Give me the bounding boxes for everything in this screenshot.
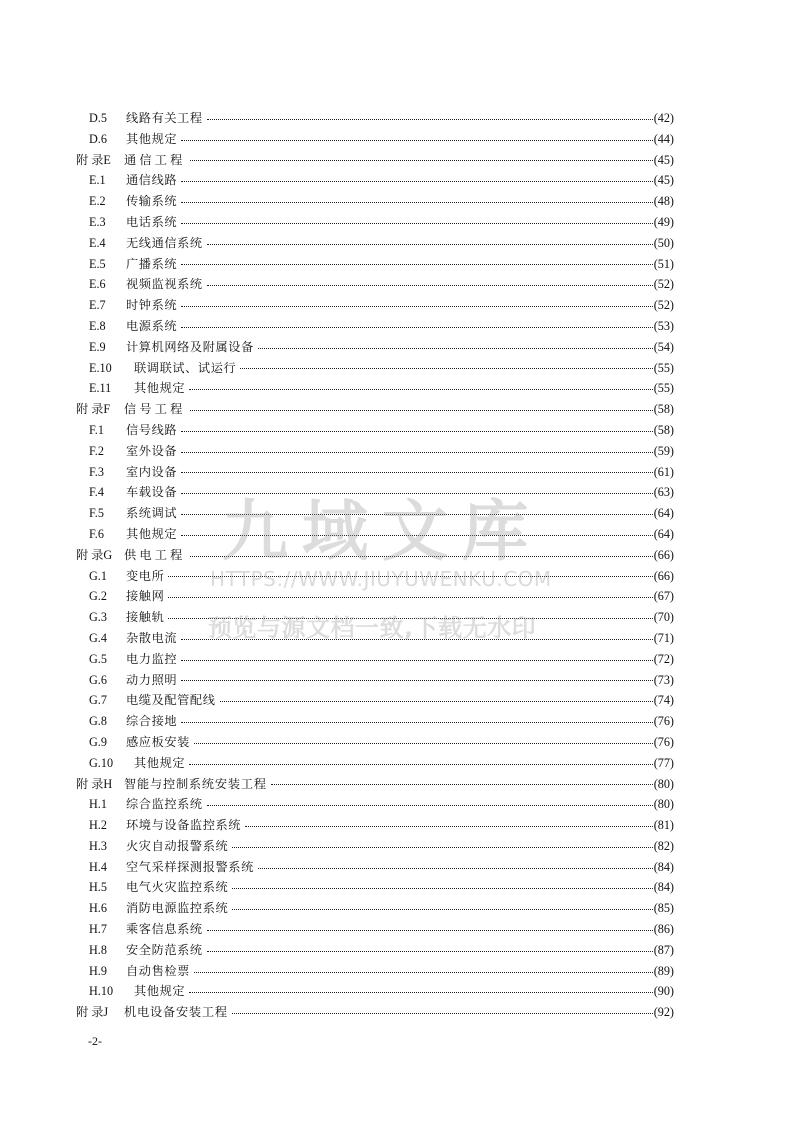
table-of-contents [76,108,674,1023]
toc-entry-number: E.4 [89,235,106,250]
toc-entry-page: (76) [653,734,674,749]
toc-section-entry[interactable] [76,649,674,670]
toc-entry-page: (48) [653,194,674,209]
toc-section-entry[interactable] [76,794,674,815]
toc-entry-title: 信号线路 [126,422,178,437]
toc-section-entry[interactable] [76,316,674,337]
toc-section-entry[interactable] [76,254,674,275]
dot-leader [181,264,653,265]
toc-entry-number: H.4 [89,859,107,874]
toc-section-entry[interactable] [76,857,674,878]
toc-entry-number: H.8 [89,942,107,957]
dot-leader [181,493,653,494]
toc-section-entry[interactable] [76,753,674,774]
toc-entry-number: E.1 [89,173,106,188]
toc-entry-page: (72) [653,651,674,666]
toc-section-entry[interactable] [76,378,674,399]
toc-entry-number: E.7 [89,298,106,313]
dot-leader [207,930,653,931]
toc-entry-page: (51) [653,256,674,271]
toc-entry-number: G.3 [89,610,107,625]
toc-section-entry[interactable] [76,732,674,753]
dot-leader [181,140,653,141]
toc-section-entry[interactable] [76,628,674,649]
toc-entry-number: E.5 [89,256,106,271]
dot-leader [181,639,653,640]
toc-entry-number: E.11 [89,381,112,396]
toc-entry-number: H.6 [89,901,107,916]
toc-entry-title: 杂散电流 [126,630,178,645]
dot-leader [190,160,653,161]
toc-entry-number: F.5 [89,506,104,521]
toc-section-entry[interactable] [76,129,674,150]
toc-entry-page: (67) [653,589,674,604]
toc-entry-title: 智能与控制系统安装工程 [124,776,267,791]
toc-entry-title: 电话系统 [126,214,178,229]
toc-entry-title: 电缆及配管配线 [126,693,216,708]
toc-entry-page: (59) [653,443,674,458]
dot-leader [194,743,653,744]
dot-leader [232,909,652,910]
toc-entry-number: G.5 [89,651,107,666]
toc-entry-title: 空气采样探测报警系统 [126,859,254,874]
dot-leader [181,431,653,432]
toc-appendix-entry[interactable] [76,774,674,795]
toc-entry-title: 电力监控 [126,651,178,666]
dot-leader [168,597,652,598]
dot-leader [232,1013,653,1014]
toc-entry-title: 视频监视系统 [126,277,203,292]
toc-entry-page: (77) [653,755,674,770]
dot-leader [168,618,652,619]
toc-entry-page: (52) [653,298,674,313]
toc-section-entry[interactable] [76,919,674,940]
toc-entry-number: F.6 [89,526,104,541]
toc-entry-title: 其他规定 [134,755,186,770]
dot-leader [232,888,652,889]
toc-entry-number: E.9 [89,339,106,354]
toc-entry-title: 信号工程 [124,402,186,417]
dot-leader [207,244,653,245]
toc-entry-number: D.6 [89,131,107,146]
toc-section-entry[interactable] [76,212,674,233]
toc-entry-number: F.3 [89,464,104,479]
dot-leader [181,181,653,182]
toc-entry-number: 附 录G [76,547,113,562]
toc-entry-page: (45) [653,152,674,167]
dot-leader [240,368,652,369]
dot-leader [207,285,653,286]
toc-entry-page: (84) [653,859,674,874]
toc-section-entry[interactable] [76,981,674,1002]
toc-entry-number: H.9 [89,963,107,978]
toc-appendix-entry[interactable] [76,1002,674,1023]
toc-entry-number: G.7 [89,693,107,708]
toc-section-entry[interactable] [76,108,674,129]
toc-entry-number: 附 录F [76,402,111,417]
toc-entry-page: (76) [653,714,674,729]
toc-entry-page: (81) [653,818,674,833]
toc-entry-page: (84) [653,880,674,895]
toc-entry-title: 时钟系统 [126,298,178,313]
toc-entry-number: 附 录E [76,152,111,167]
toc-section-entry[interactable] [76,566,674,587]
toc-entry-title: 其他规定 [126,526,178,541]
toc-section-entry[interactable] [76,586,674,607]
toc-entry-title: 接触轨 [126,610,165,625]
dot-leader [181,327,653,328]
toc-entry-number: F.2 [89,443,104,458]
toc-entry-page: (64) [653,526,674,541]
toc-section-entry[interactable] [76,877,674,898]
dot-leader [189,992,653,993]
toc-section-entry[interactable] [76,670,674,691]
toc-entry-page: (80) [653,797,674,812]
dot-leader [207,805,653,806]
dot-leader [190,556,653,557]
toc-section-entry[interactable] [76,711,674,732]
toc-entry-title: 感应板安装 [126,734,190,749]
toc-section-entry[interactable] [76,815,674,836]
dot-leader [181,660,653,661]
toc-section-entry[interactable] [76,191,674,212]
toc-entry-title: 综合监控系统 [126,797,203,812]
toc-section-entry[interactable] [76,358,674,379]
toc-entry-number: F.1 [89,422,104,437]
dot-leader [181,722,653,723]
dot-leader [168,576,652,577]
toc-section-entry[interactable] [76,337,674,358]
toc-entry-page: (71) [653,630,674,645]
toc-section-entry[interactable] [76,836,674,857]
dot-leader [207,119,653,120]
toc-section-entry[interactable] [76,441,674,462]
toc-entry-number: G.2 [89,589,107,604]
toc-entry-page: (53) [653,318,674,333]
toc-entry-page: (89) [653,963,674,978]
toc-entry-page: (45) [653,173,674,188]
toc-section-entry[interactable] [76,274,674,295]
toc-entry-number: E.10 [89,360,112,375]
toc-entry-title: 电源系统 [126,318,178,333]
toc-entry-page: (55) [653,360,674,375]
toc-entry-page: (66) [653,568,674,583]
toc-entry-page: (49) [653,214,674,229]
toc-section-entry[interactable] [76,898,674,919]
toc-entry-title: 联调联试、试运行 [134,360,237,375]
toc-section-entry[interactable] [76,482,674,503]
toc-entry-title: 系统调试 [126,506,178,521]
dot-leader [258,348,653,349]
toc-entry-number: G.1 [89,568,107,583]
toc-entry-title: 通信工程 [124,152,186,167]
toc-entry-page: (92) [653,1005,674,1020]
toc-entry-page: (80) [653,776,674,791]
dot-leader [181,306,653,307]
dot-leader [181,680,653,681]
toc-entry-number: 附 录J [76,1005,109,1020]
toc-entry-page: (44) [653,131,674,146]
toc-entry-page: (70) [653,610,674,625]
toc-entry-title: 传输系统 [126,194,178,209]
toc-section-entry[interactable] [76,462,674,483]
toc-entry-number: H.7 [89,922,107,937]
toc-entry-page: (55) [653,381,674,396]
toc-entry-title: 接触网 [126,589,165,604]
dot-leader [181,202,653,203]
dot-leader [189,764,653,765]
toc-entry-title: 消防电源监控系统 [126,901,229,916]
toc-entry-page: (58) [653,402,674,417]
toc-entry-number: H.5 [89,880,107,895]
dot-leader [232,847,652,848]
toc-entry-title: 室内设备 [126,464,178,479]
toc-appendix-entry[interactable] [76,545,674,566]
toc-entry-title: 自动售检票 [126,963,190,978]
dot-leader [194,972,653,973]
toc-entry-number: H.2 [89,818,107,833]
toc-section-entry[interactable] [76,420,674,441]
toc-entry-number: H.1 [89,797,107,812]
toc-appendix-entry[interactable] [76,399,674,420]
dot-leader [245,826,653,827]
toc-entry-page: (52) [653,277,674,292]
toc-section-entry[interactable] [76,940,674,961]
toc-entry-number: G.6 [89,672,107,687]
watermark-brand: 九域文库 [222,493,542,570]
toc-entry-title: 车载设备 [126,485,178,500]
dot-leader [181,514,653,515]
toc-entry-title: 其他规定 [134,984,186,999]
toc-entry-number: G.8 [89,714,107,729]
toc-section-entry[interactable] [76,607,674,628]
toc-section-entry[interactable] [76,503,674,524]
dot-leader [181,223,653,224]
toc-entry-title: 机电设备安装工程 [124,1005,228,1020]
toc-entry-title: 安全防范系统 [126,942,203,957]
toc-entry-page: (58) [653,422,674,437]
toc-section-entry[interactable] [76,170,674,191]
toc-entry-page: (64) [653,506,674,521]
toc-entry-title: 综合接地 [126,714,178,729]
dot-leader [189,389,653,390]
toc-entry-page: (63) [653,485,674,500]
toc-section-entry[interactable] [76,295,674,316]
dot-leader [220,701,653,702]
toc-entry-number: E.2 [89,194,106,209]
toc-section-entry[interactable] [76,961,674,982]
watermark-note: 预览与源文档一致,下载无水印 [208,614,537,642]
toc-entry-number: H.10 [89,984,114,999]
watermark-url: HTTPS://WWW.JIUYUWENKU.COM [210,567,552,591]
toc-entry-title: 乘客信息系统 [126,922,203,937]
toc-entry-page: (90) [653,984,674,999]
toc-entry-number: E.8 [89,318,106,333]
toc-entry-page: (85) [653,901,674,916]
page-number: -2- [88,1034,102,1048]
toc-entry-page: (74) [653,693,674,708]
toc-entry-page: (82) [653,838,674,853]
toc-entry-title: 火灾自动报警系统 [126,838,229,853]
toc-entry-title: 通信线路 [126,173,178,188]
dot-leader [190,410,653,411]
toc-entry-title: 计算机网络及附属设备 [126,339,254,354]
toc-entry-number: E.3 [89,214,106,229]
toc-entry-number: 附 录H [76,776,113,791]
dot-leader [181,535,653,536]
toc-entry-page: (87) [653,942,674,957]
toc-entry-number: H.3 [89,838,107,853]
toc-entry-title: 动力照明 [126,672,178,687]
dot-leader [258,868,653,869]
toc-entry-title: 其他规定 [126,131,178,146]
toc-entry-title: 其他规定 [134,381,186,396]
dot-leader [181,452,653,453]
toc-entry-page: (61) [653,464,674,479]
toc-entry-title: 无线通信系统 [126,235,203,250]
toc-entry-title: 电气火灾监控系统 [126,880,229,895]
dot-leader [207,951,653,952]
toc-entry-title: 环境与设备监控系统 [126,818,242,833]
toc-entry-number: G.10 [89,755,114,770]
dot-leader [271,784,653,785]
toc-entry-title: 室外设备 [126,443,178,458]
toc-entry-title: 变电所 [126,568,165,583]
toc-entry-page: (50) [653,235,674,250]
toc-entry-number: F.4 [89,485,104,500]
toc-entry-number: G.9 [89,734,107,749]
toc-entry-number: D.5 [89,111,107,125]
toc-entry-page: (66) [653,547,674,562]
toc-section-entry[interactable] [76,233,674,254]
toc-entry-page: (73) [653,672,674,687]
toc-entry-title: 供电工程 [124,547,186,562]
toc-entry-page: (86) [653,922,674,937]
toc-entry-page: (42) [653,111,674,125]
toc-entry-number: G.4 [89,630,107,645]
toc-section-entry[interactable] [76,524,674,545]
toc-entry-title: 线路有关工程 [126,111,203,125]
toc-section-entry[interactable] [76,690,674,711]
dot-leader [181,472,653,473]
toc-entry-number: E.6 [89,277,106,292]
toc-entry-title: 广播系统 [126,256,178,271]
toc-entry-page: (54) [653,339,674,354]
toc-appendix-entry[interactable] [76,150,674,171]
